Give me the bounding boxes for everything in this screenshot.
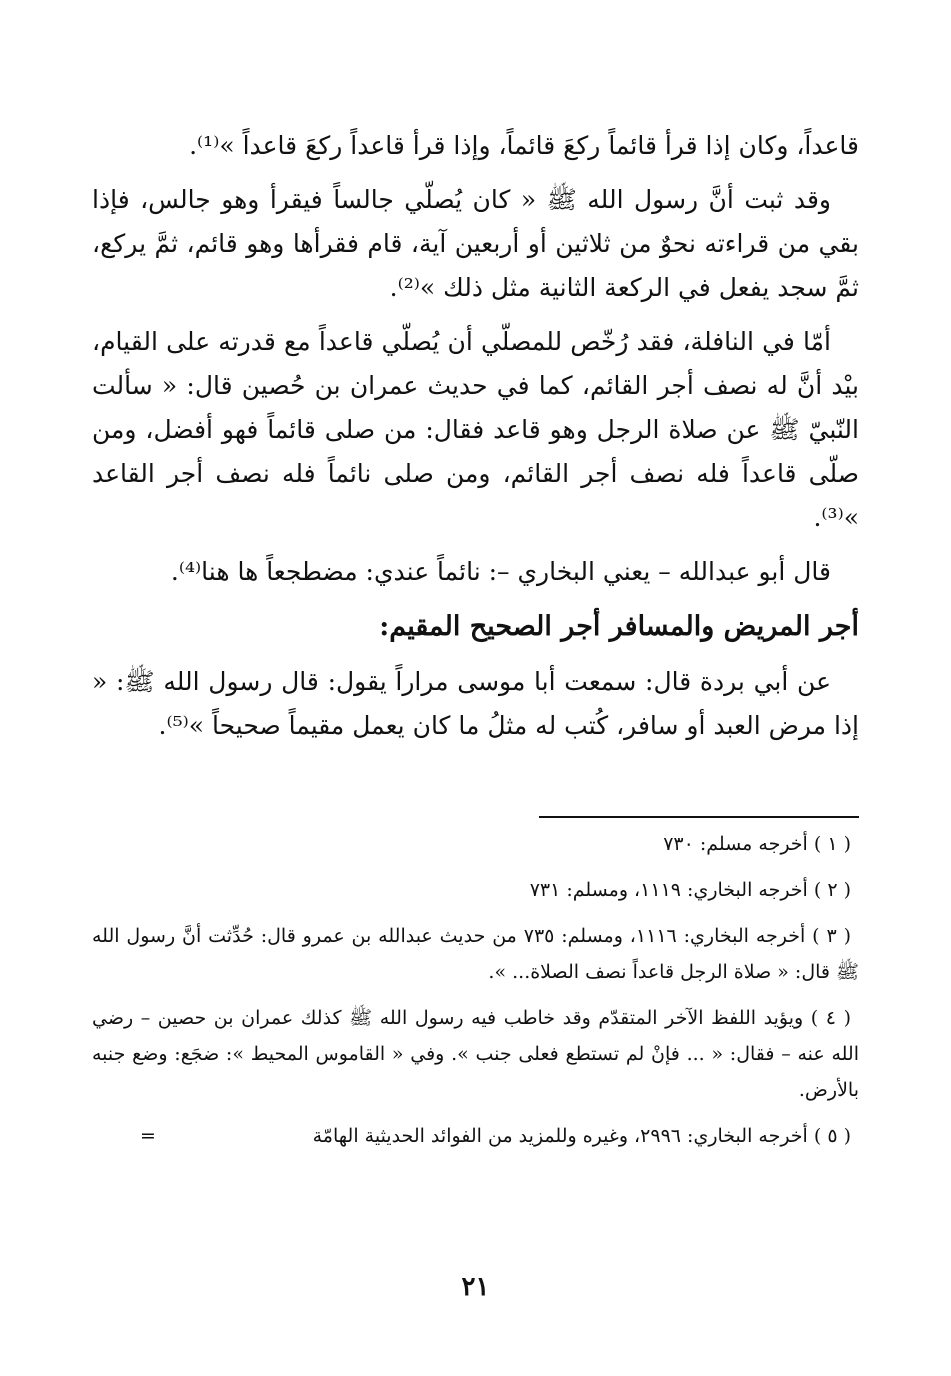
paragraph-2: وقد ثبت أنَّ رسول الله ﷺ « كان يُصلّي جالساً فيقرأ وهو جالس، فإذا بقي من قراءته نحوٌ من ثلاثين أو أربعين آية، قام فقرأها وهو قائم، ثمَّ يركع، ثمَّ سجد يفعل في الركعة الثانية مثل ذلك »⁽²⁾. bbox=[92, 185, 859, 302]
paragraph-3: أمّا في النافلة، فقد رُخّص للمصلّي أن يُصلّي قاعداً مع قدرته على القيام، بيْد أنَّ له نصف أجر القائم، كما في حديث عمران بن حُصين قال: « سألت النّبيّ ﷺ عن صلاة الرجل وهو قاعد فقال: من صلى قائماً فهو أفضل، ومن صلّى قاعداً فله نصف أجر القائم، ومن صلى نائماً فله نصف أجر القاعد »⁽³⁾. bbox=[92, 327, 859, 532]
footnotes bbox=[92, 826, 859, 1164]
footnote-separator bbox=[539, 816, 859, 818]
footnote-3: ( ٣ ) أخرجه البخاري: ١١١٦، ومسلم: ٧٣٥ من حديث عبدالله بن عمرو قال: حُدِّثت أنَّ رسول الله ﷺ قال: « صلاة الرجل قاعداً نصف الصلاة... ». bbox=[92, 925, 859, 983]
main-text bbox=[92, 124, 859, 758]
footnote-4: ( ٤ ) ويؤيد اللفظ الآخر المتقدّم وقد خاطب فيه رسول الله ﷺ كذلك عمران بن حصين – رضي الله عنه – فقال: « ... فإنْ لم تستطع فعلى جنب ». وفي « القاموس المحيط »: ضجَع: وضع جنبه بالأرض. bbox=[92, 1007, 859, 1101]
footnote-5-row bbox=[92, 1118, 859, 1154]
section-heading: أجر المريض والمسافر أجر الصحيح المقيم: bbox=[379, 611, 859, 642]
paragraph-5: عن أبي بردة قال: سمعت أبا موسى مراراً يقول: قال رسول الله ﷺ: « إذا مرض العبد أو سافر، كُتب له مثلُ ما كان يعمل مقيماً صحيحاً »⁽⁵⁾. bbox=[92, 667, 859, 740]
footnote-2: ( ٢ ) أخرجه البخاري: ١١١٩، ومسلم: ٧٣١ bbox=[529, 879, 851, 901]
page-number: ٢١ bbox=[461, 1272, 490, 1302]
continuation-mark: = bbox=[140, 1125, 156, 1147]
footnote-1: ( ١ ) أخرجه مسلم: ٧٣٠ bbox=[663, 833, 851, 855]
footnote-5: ( ٥ ) أخرجه البخاري: ٢٩٩٦، وغيره وللمزيد من الفوائد الحديثية الهامّة bbox=[312, 1125, 851, 1147]
paragraph-1: قاعداً، وكان إذا قرأ قائماً ركعَ قائماً، وإذا قرأ قاعداً ركعَ قاعداً »⁽¹⁾. bbox=[189, 131, 859, 160]
paragraph-4: قال أبو عبدالله – يعني البخاري –: نائماً عندي: مضطجعاً ها هنا⁽⁴⁾. bbox=[170, 557, 831, 586]
